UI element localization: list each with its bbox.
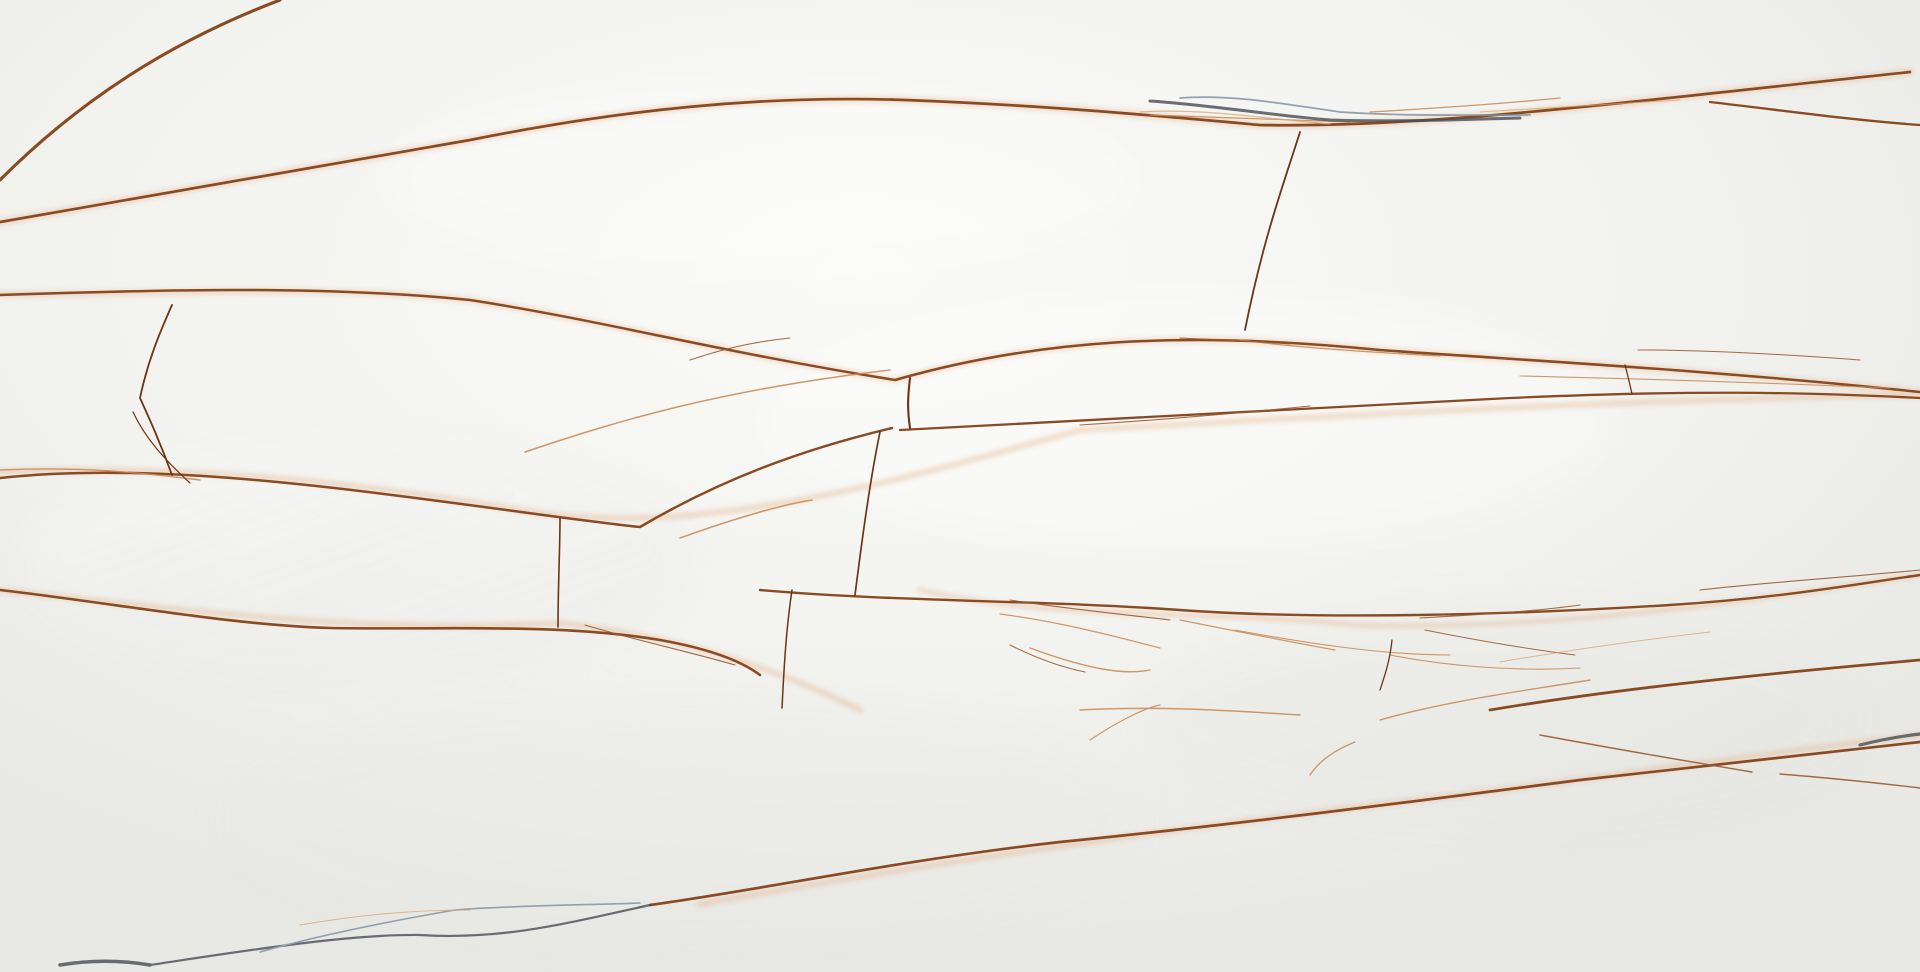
cloud-tone	[1140, 610, 1860, 830]
cloud-tone	[760, 290, 1620, 550]
cloud-tone	[20, 440, 700, 680]
cloud-tone	[230, 700, 1150, 940]
cloud-tone	[380, 80, 1140, 280]
